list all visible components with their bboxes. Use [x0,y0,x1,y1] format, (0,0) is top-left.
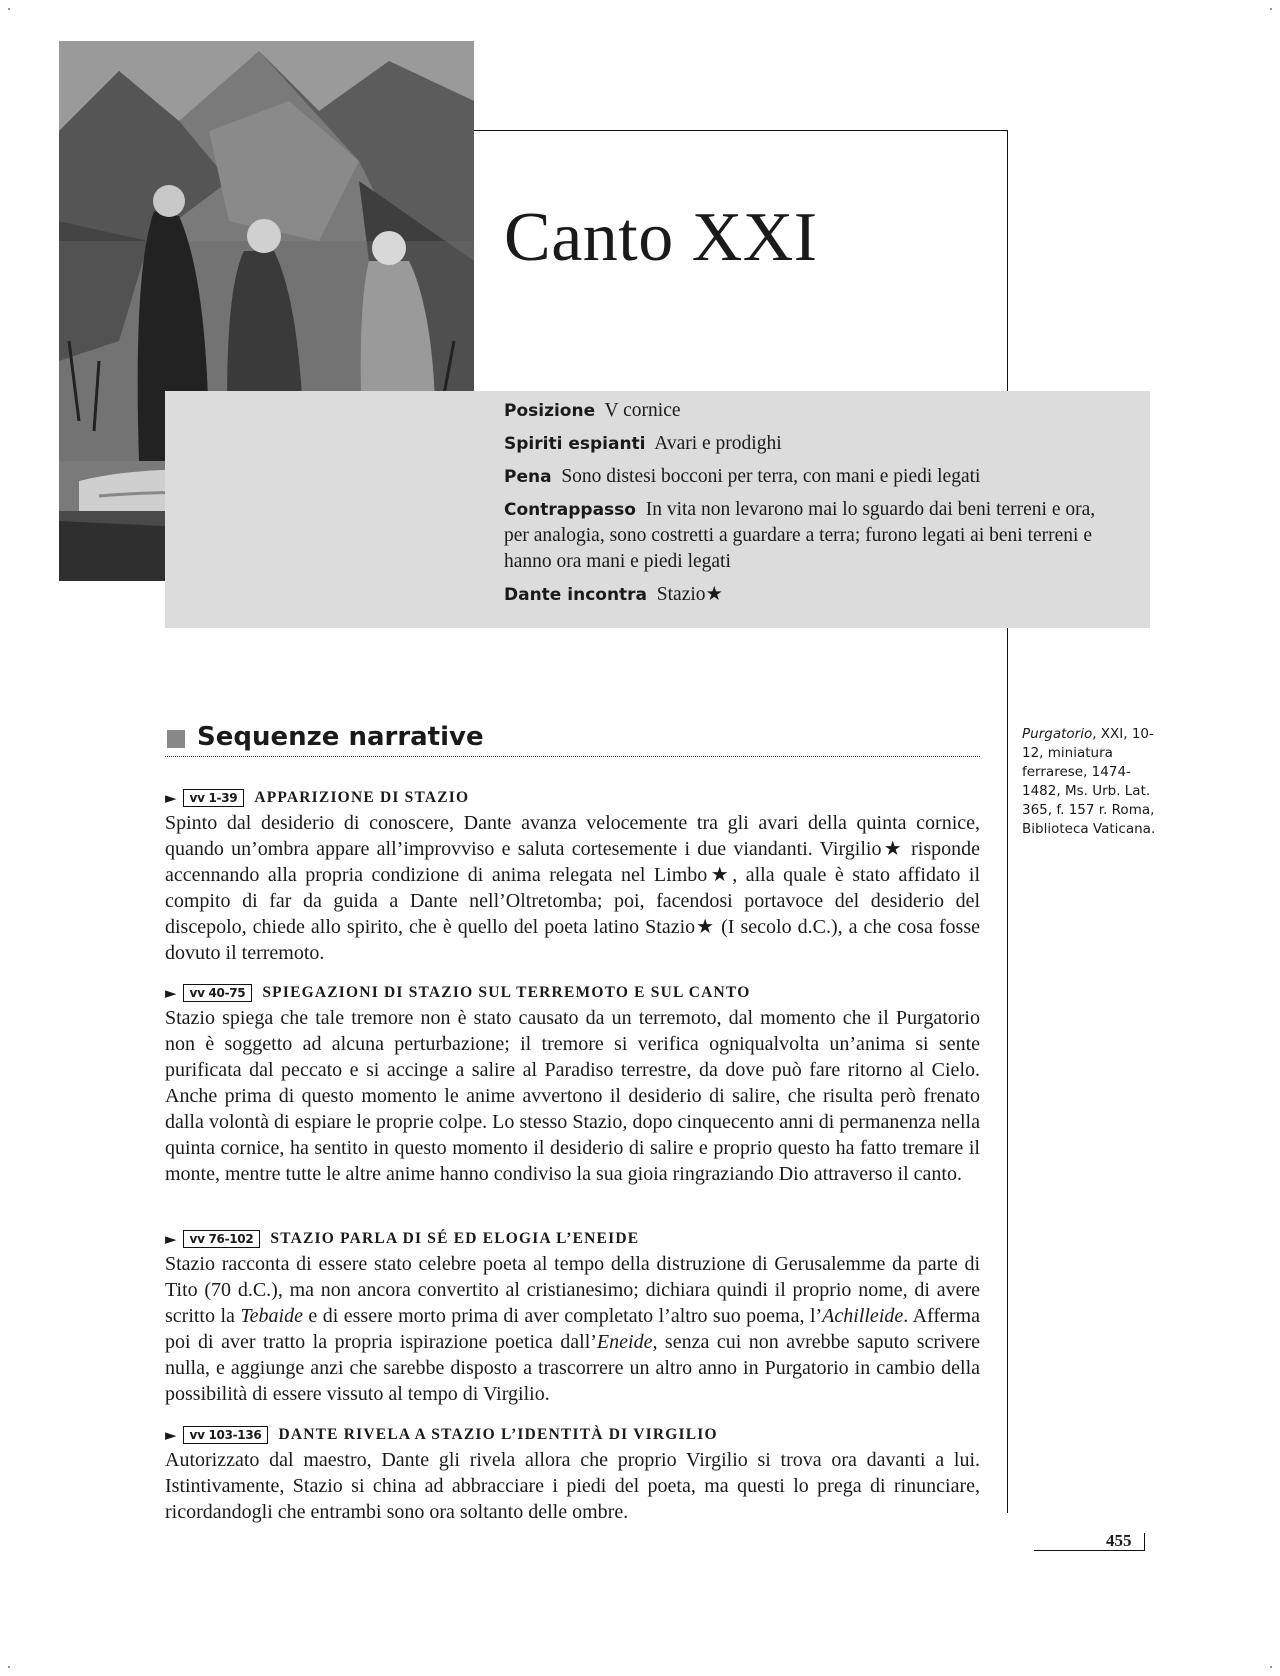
info-incontra-value: Stazio★ [656,584,724,605]
crop-mark [1270,8,1272,10]
sequence-title: SPIEGAZIONI DI STAZIO SUL TERREMOTO E SUL CANTO [262,984,751,1001]
info-position [504,398,1124,424]
page-title: Canto XXI [504,199,818,276]
sequence-title: STAZIO PARLA DI SÉ ED ELOGIA L’ENEIDE [270,1230,640,1247]
verse-range-badge: vv 1-39 [183,789,245,807]
section-heading-text: Sequenze narrative [197,722,484,752]
page-number: 455 [1106,1531,1132,1550]
sequence-header [165,1227,980,1251]
sequence-body [165,1251,980,1407]
title-frame-top [474,130,1008,131]
square-bullet-icon [167,730,185,748]
info-lines [504,398,1124,615]
triangle-arrow-icon: ► [165,789,177,807]
verse-range-badge: vv 40-75 [183,984,253,1002]
body-text: e di essere morto prima di aver completato l’altro suo poema, l’ [302,1305,823,1327]
info-contrappasso [504,497,1124,575]
body-text: . Afferma poi di aver tratto la propria ispirazione poetica dall’ [165,1305,980,1353]
info-position-label: Posizione [504,401,596,421]
sequence-body: Autorizzato dal maestro, Dante gli rivela allora che proprio Virgilio si trova ora davanti a lui. Istintivamente, Stazio si china ad abbracciare i piedi del poeta, ma questi lo prega di rinunciare, ricordandogli che entrambi sono ora soltanto delle ombre. [165,1449,980,1523]
sequence-title: DANTE RIVELA A STAZIO L’IDENTITÀ DI VIRGILIO [278,1426,718,1443]
info-position-value: V cornice [604,400,681,421]
body-text: Stazio racconta di essere stato celebre poeta al tempo della distruzione di Gerusalemme da parte di Tito (70 d.C.), ma non ancora convertito al cristianesimo; dichiara quindi il proprio nome, di avere scritto la [165,1253,980,1327]
sequence-4 [165,1423,980,1525]
sequence-header [165,1423,980,1447]
info-incontra [504,582,1124,608]
info-pena-label: Pena [504,467,552,487]
verse-range-badge: vv 103-136 [183,1426,269,1444]
sequence-body: Spinto dal desiderio di conoscere, Dante avanza velocemente tra gli avari della quinta cornice, quando un’ombra appare all’improvviso e saluta cortesemente i due viandanti. Virgilio★ risponde accennando alla propria condizione di anima relegata nel Limbo★, alla quale è stato affidato il compito di far da guida a Dante nell’Oltretomba; poi, facendosi portavoce del desiderio del discepolo, chiede allo spirito, che è quello del poeta latino Stazio★ (I secolo d.C.), a che cosa fosse dovuto il terremoto. [165,812,980,964]
info-contrappasso-value: In vita non levarono mai lo sguardo dai beni terreni e ora, per analogia, sono costretti a guardare a terra; furono legati ai beni terreni e hanno ora mani e piedi legati [504,499,1096,572]
page-number-tick [1144,1533,1145,1551]
work-title: Eneide [596,1331,653,1353]
crop-mark [8,8,10,10]
body-text: , senza cui non avrebbe saputo scrivere nulla, e aggiunge anzi che sarebbe disposto a trascorrere un altro anno in Purgatorio in cambio della possibilità di essere vissuto al tempo di Virgilio. [165,1331,980,1405]
triangle-arrow-icon: ► [165,984,177,1002]
caption-text: , XXI, 10-12, miniatura ferrarese, 1474-1482, Ms. Urb. Lat. 365, f. 157 r. Roma, Biblioteca Vaticana. [1022,726,1156,837]
crop-mark [8,1666,10,1668]
triangle-arrow-icon: ► [165,1230,177,1248]
section-heading [165,722,980,757]
sequence-3 [165,1227,980,1407]
info-incontra-label: Dante incontra [504,585,648,605]
info-spirits-label: Spiriti espianti [504,434,646,454]
triangle-arrow-icon: ► [165,1426,177,1444]
crop-mark [1270,1666,1272,1668]
sequence-1 [165,786,980,966]
verse-range-badge: vv 76-102 [183,1230,261,1248]
title-frame-right [1007,130,1008,392]
sequence-header [165,981,980,1005]
content-frame-right [1007,628,1008,1513]
sequence-2 [165,981,980,1187]
info-spirits-value: Avari e prodighi [654,433,782,454]
info-contrappasso-label: Contrappasso [504,500,636,520]
work-title: Tebaide [240,1305,303,1327]
info-spirits [504,431,1124,457]
sequence-title: APPARIZIONE DI STAZIO [254,789,470,806]
sequence-body: Stazio spiega che tale tremore non è stato causato da un terremoto, dal momento che il Purgatorio non è soggetto ad alcuna perturbazione; il tremore si verifica ogniqualvolta un’anima si sente purificata dal peccato e si accinge a salire al Paradiso terrestre, da dove può fare ritorno al Cielo. Anche prima di questo momento le anime avvertono il desiderio di salire, che risulta però frenato dalla volontà di espiare le proprie colpe. Lo stesso Stazio, dopo cinquecento anni di permanenza nella quinta cornice, ha sentito in questo momento il desiderio di salire e proprio questo ha fatto tremare il monte, mentre tutte le altre anime hanno condiviso la sua gioia ringraziando Dio attraverso il canto. [165,1007,980,1185]
info-pena-value: Sono distesi bocconi per terra, con mani e piedi legati [561,466,981,487]
work-title: Achilleide [822,1305,904,1327]
sequence-header [165,786,980,810]
illustration-caption [1022,725,1162,839]
info-pena [504,464,1124,490]
caption-title: Purgatorio [1022,726,1093,742]
